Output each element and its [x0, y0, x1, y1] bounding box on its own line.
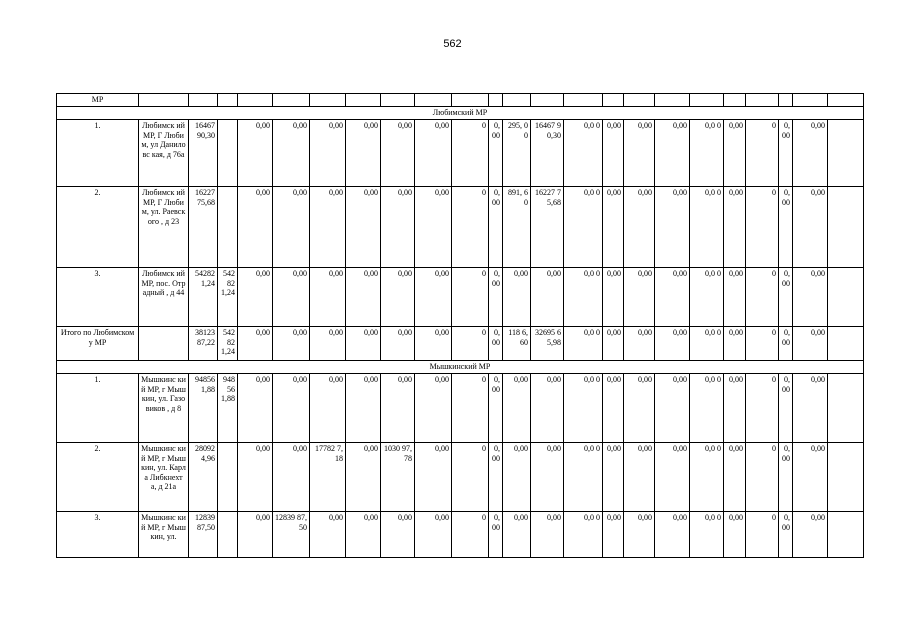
- table-cell: 0,00: [381, 512, 415, 558]
- table-cell: 0,00: [793, 268, 828, 327]
- table-cell: 0,00: [273, 187, 310, 268]
- table-cell: 0,00: [655, 187, 690, 268]
- table-cell: 0,00: [346, 443, 381, 512]
- table-cell: 0: [746, 120, 779, 187]
- table-cell: 0,00: [603, 268, 624, 327]
- table-cell: Любимск ий МР, Г Любим, ул. Раевского , д 23: [139, 187, 189, 268]
- table-cell: 0,00: [489, 512, 503, 558]
- table-cell: [828, 187, 864, 268]
- table-cell: 0,00: [346, 120, 381, 187]
- table-cell: 94856 1,88: [189, 374, 218, 443]
- table-cell: 0,00: [415, 374, 452, 443]
- table-cell: Любимск ий МР, пос. Отрадный , д 44: [139, 268, 189, 327]
- table-cell: 0,00: [655, 327, 690, 361]
- table-cell: Итого по Любимскому МР: [57, 327, 139, 361]
- table-cell: 0,00: [655, 268, 690, 327]
- table-cell: 0,00: [415, 268, 452, 327]
- table-cell: [218, 443, 238, 512]
- table-cell: 94856 1,88: [218, 374, 238, 443]
- table-cell: 0,00: [503, 268, 531, 327]
- data-table: [56, 93, 864, 558]
- table-cell: 0,00: [503, 443, 531, 512]
- table-cell: 3.: [57, 512, 139, 558]
- table-cell: [310, 94, 346, 107]
- table-cell: 0,00: [238, 512, 273, 558]
- table-cell: [655, 94, 690, 107]
- table-cell: 0,0 0: [564, 374, 603, 443]
- table-cell: 0,00: [273, 327, 310, 361]
- table-cell: 0,0 0: [690, 120, 724, 187]
- table-cell: 0,0 0: [564, 327, 603, 361]
- table-cell: 0,00: [381, 187, 415, 268]
- table-cell: 0,00: [310, 374, 346, 443]
- table-cell: [503, 94, 531, 107]
- table-cell: 1.: [57, 374, 139, 443]
- table-cell: 0,00: [603, 187, 624, 268]
- table-cell: 0,00: [238, 120, 273, 187]
- table-row: [57, 187, 864, 268]
- table-header-row: [57, 94, 864, 107]
- section-title: Любимский МР: [57, 107, 864, 120]
- table-cell: [189, 94, 218, 107]
- table-cell: [381, 94, 415, 107]
- table-cell: [218, 187, 238, 268]
- table-cell: 0,00: [624, 512, 655, 558]
- table-cell: 0,0 0: [690, 187, 724, 268]
- table-cell: Мышкинс кий МР, г Мышкин, ул. Газовиков , д 8: [139, 374, 189, 443]
- table-cell: 0,0 0: [564, 443, 603, 512]
- table-cell: 0,00: [503, 374, 531, 443]
- table-cell: 0,00: [238, 327, 273, 361]
- table-cell: [828, 512, 864, 558]
- table-cell: 0: [746, 512, 779, 558]
- table-cell: 38123 87,22: [189, 327, 218, 361]
- table-cell: 0,00: [489, 120, 503, 187]
- table-cell: МР: [57, 94, 139, 107]
- table-cell: 0: [452, 443, 489, 512]
- table-cell: 0,0 0: [564, 512, 603, 558]
- table-cell: 0,00: [310, 120, 346, 187]
- table-cell: 0: [746, 374, 779, 443]
- table-cell: 0: [452, 187, 489, 268]
- table-cell: 0,00: [238, 374, 273, 443]
- table-cell: 28092 4,96: [189, 443, 218, 512]
- section-header-row: [57, 107, 864, 120]
- table-cell: 0,00: [346, 512, 381, 558]
- table-cell: 0,00: [238, 443, 273, 512]
- table-cell: 0,0 0: [690, 512, 724, 558]
- table-cell: 0,00: [603, 120, 624, 187]
- table-cell: 0,0 0: [690, 443, 724, 512]
- table-row: [57, 374, 864, 443]
- table-cell: 0,00: [655, 443, 690, 512]
- table-cell: 2.: [57, 443, 139, 512]
- table-cell: 0,00: [238, 187, 273, 268]
- table-cell: 12839 87,50: [273, 512, 310, 558]
- table-cell: [346, 94, 381, 107]
- table-cell: 0,00: [415, 327, 452, 361]
- table-cell: 54282 1,24: [189, 268, 218, 327]
- table-cell: 0,00: [779, 187, 793, 268]
- table-cell: 0,00: [793, 187, 828, 268]
- table-cell: 0,00: [503, 512, 531, 558]
- table-cell: [828, 374, 864, 443]
- table-cell: [624, 94, 655, 107]
- section-header-row: [57, 361, 864, 374]
- table-cell: 0,0 0: [690, 374, 724, 443]
- table-cell: 0,00: [724, 327, 746, 361]
- table-cell: 54282 1,24: [218, 327, 238, 361]
- table-cell: 0,00: [273, 268, 310, 327]
- table-cell: [724, 94, 746, 107]
- table-cell: [793, 94, 828, 107]
- table-cell: 0,00: [793, 512, 828, 558]
- table-cell: 0,00: [381, 120, 415, 187]
- table-cell: 0,00: [793, 120, 828, 187]
- table-row: [57, 443, 864, 512]
- table-cell: 295, 00: [503, 120, 531, 187]
- table-cell: [218, 94, 238, 107]
- table-cell: 0,00: [273, 374, 310, 443]
- table-cell: 891, 60: [503, 187, 531, 268]
- table-cell: 0,00: [779, 120, 793, 187]
- table-cell: 0: [746, 268, 779, 327]
- table-row: [57, 512, 864, 558]
- table-cell: 0,00: [310, 512, 346, 558]
- table-cell: 0,00: [310, 268, 346, 327]
- table-cell: [828, 94, 864, 107]
- table-cell: 16227 75,68: [189, 187, 218, 268]
- table-cell: 0,00: [655, 512, 690, 558]
- table-cell: 3.: [57, 268, 139, 327]
- table-cell: 0,00: [346, 374, 381, 443]
- table-cell: [238, 94, 273, 107]
- table-cell: 0,00: [415, 120, 452, 187]
- table-cell: 0: [746, 327, 779, 361]
- table-cell: [828, 268, 864, 327]
- table-cell: 0,0 0: [564, 187, 603, 268]
- table-cell: 0,00: [489, 374, 503, 443]
- table-cell: 0,00: [273, 443, 310, 512]
- table-row: [57, 120, 864, 187]
- table-cell: 0,00: [489, 327, 503, 361]
- table-cell: 0,00: [724, 374, 746, 443]
- table-cell: 0: [746, 187, 779, 268]
- table-cell: [564, 94, 603, 107]
- table-cell: Любимск ий МР, Г Любим, ул Даниловс кая, д 76а: [139, 120, 189, 187]
- table-cell: 0,00: [624, 443, 655, 512]
- table-cell: 32695 65,98: [531, 327, 564, 361]
- table-cell: 0,00: [624, 327, 655, 361]
- table-cell: 0,00: [531, 374, 564, 443]
- table-cell: 0,00: [489, 268, 503, 327]
- table-cell: [690, 94, 724, 107]
- table-cell: 0,00: [724, 187, 746, 268]
- table-cell: 0,00: [415, 443, 452, 512]
- table-cell: 0,00: [793, 374, 828, 443]
- table-cell: 0,00: [531, 268, 564, 327]
- table-cell: 0,00: [603, 327, 624, 361]
- table-cell: 0,00: [531, 443, 564, 512]
- table-cell: [452, 94, 489, 107]
- table-cell: [828, 443, 864, 512]
- table-cell: 0,00: [381, 268, 415, 327]
- table-cell: 0,00: [273, 120, 310, 187]
- table-cell: 0,00: [793, 443, 828, 512]
- table-row: [57, 268, 864, 327]
- table-cell: 0,00: [724, 120, 746, 187]
- table-cell: 0,00: [489, 443, 503, 512]
- table-cell: 0,00: [238, 268, 273, 327]
- table-cell: [603, 94, 624, 107]
- table-cell: 0: [452, 512, 489, 558]
- table-cell: 1.: [57, 120, 139, 187]
- section-title: Мышкинский МР: [57, 361, 864, 374]
- table-cell: 0,00: [531, 512, 564, 558]
- table-cell: 0,00: [724, 443, 746, 512]
- table-cell: 0,00: [310, 327, 346, 361]
- table-row: [57, 327, 864, 361]
- table-cell: 0,00: [381, 327, 415, 361]
- table-cell: 0,00: [624, 374, 655, 443]
- table-cell: 0,0 0: [564, 268, 603, 327]
- table-cell: 16467 90,30: [189, 120, 218, 187]
- table-cell: 0,00: [724, 512, 746, 558]
- table-cell: 0,00: [655, 120, 690, 187]
- table-cell: [273, 94, 310, 107]
- table-cell: 0,00: [779, 268, 793, 327]
- table-cell: 118 6,60: [503, 327, 531, 361]
- table-cell: 16467 90,30: [531, 120, 564, 187]
- table-cell: [531, 94, 564, 107]
- table-cell: 0,00: [779, 374, 793, 443]
- table-cell: 0: [746, 443, 779, 512]
- table-cell: 0,00: [624, 268, 655, 327]
- table-cell: 12839 87,50: [189, 512, 218, 558]
- table-cell: 0,00: [779, 443, 793, 512]
- table-cell: 0: [452, 268, 489, 327]
- table-cell: [828, 120, 864, 187]
- table-cell: Мышкинс кий МР, г Мышкин, ул. Карла Либкнехт а, д 21а: [139, 443, 189, 512]
- table-cell: Мышкинс кий МР, г Мышкин, ул.: [139, 512, 189, 558]
- table-cell: 0,00: [415, 512, 452, 558]
- table-cell: 0,0 0: [690, 327, 724, 361]
- table-cell: 0,00: [779, 327, 793, 361]
- table-cell: [828, 327, 864, 361]
- table-cell: 0,00: [381, 374, 415, 443]
- table-cell: 0,00: [603, 443, 624, 512]
- table-cell: 0,00: [724, 268, 746, 327]
- table-cell: [139, 94, 189, 107]
- table-cell: 0,00: [779, 512, 793, 558]
- table-cell: 0,00: [415, 187, 452, 268]
- page-number: 562: [443, 38, 462, 50]
- table-cell: [779, 94, 793, 107]
- table-cell: 54282 1,24: [218, 268, 238, 327]
- table-cell: [218, 120, 238, 187]
- table-cell: [139, 327, 189, 361]
- table-cell: [218, 512, 238, 558]
- table-cell: 0,00: [624, 120, 655, 187]
- table-cell: [489, 94, 503, 107]
- table-cell: 2.: [57, 187, 139, 268]
- table-cell: 0,00: [655, 374, 690, 443]
- table-cell: 1030 97,78: [381, 443, 415, 512]
- table-cell: 0,00: [310, 187, 346, 268]
- table-cell: 17782 7,18: [310, 443, 346, 512]
- table-cell: 0,00: [624, 187, 655, 268]
- table-cell: 0,0 0: [564, 120, 603, 187]
- table-cell: 0,00: [346, 327, 381, 361]
- table-cell: 0,0 0: [690, 268, 724, 327]
- table-cell: 16227 75,68: [531, 187, 564, 268]
- table-cell: 0: [452, 327, 489, 361]
- table-cell: 0,00: [346, 187, 381, 268]
- table-cell: [415, 94, 452, 107]
- table-cell: 0: [452, 120, 489, 187]
- table-cell: 0: [452, 374, 489, 443]
- table-cell: 0,00: [603, 512, 624, 558]
- table-cell: [746, 94, 779, 107]
- table-cell: 0,00: [603, 374, 624, 443]
- table-cell: 0,00: [489, 187, 503, 268]
- table-cell: 0,00: [793, 327, 828, 361]
- table-cell: 0,00: [346, 268, 381, 327]
